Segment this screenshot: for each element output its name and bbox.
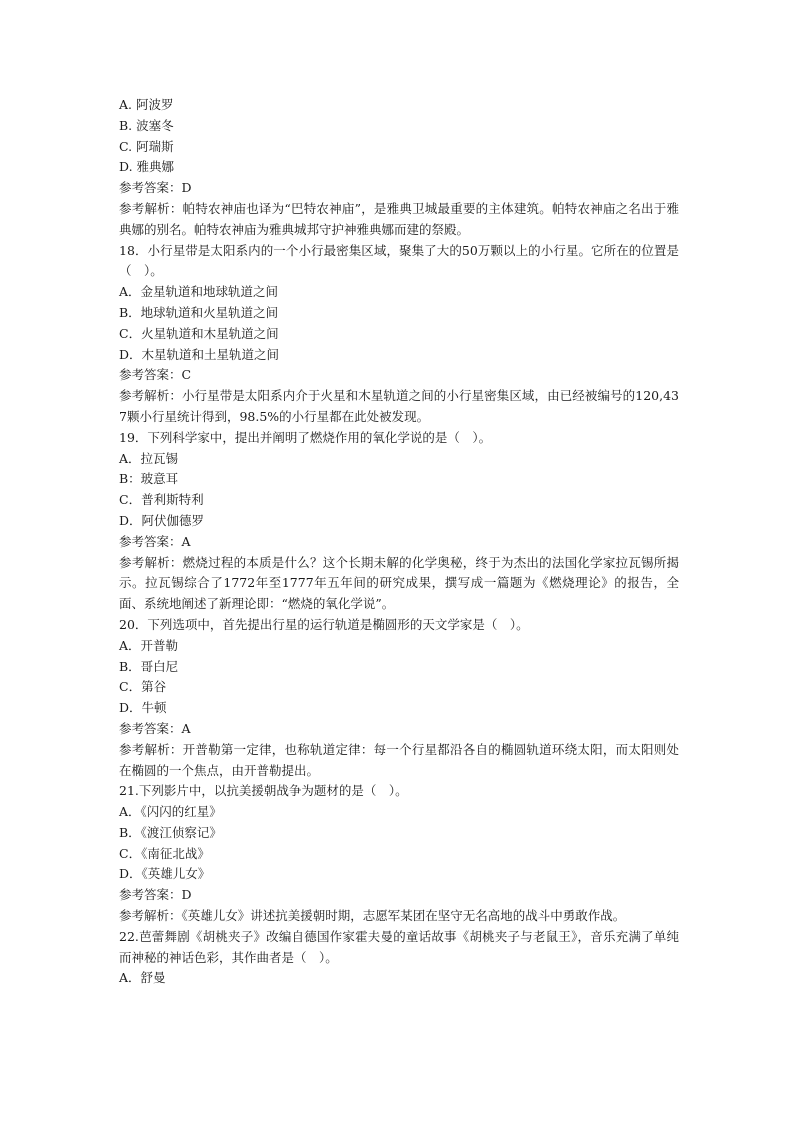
q21-analysis: 参考解析：《英雄儿女》讲述抗美援朝时期，志愿军某团在坚守无名高地的战斗中勇敢作战。 bbox=[119, 908, 626, 924]
q21-option-d: D．《英雄儿女》 bbox=[119, 866, 211, 882]
q19-option-c: C．普利斯特利 bbox=[119, 492, 204, 508]
document-page bbox=[119, 95, 679, 989]
q18-option-b: B．地球轨道和火星轨道之间 bbox=[119, 304, 279, 320]
q19-answer: 参考答案：A bbox=[119, 533, 191, 549]
q20-option-c: C．第谷 bbox=[119, 679, 167, 695]
q21-option-a: A．《闪闪的红星》 bbox=[119, 804, 222, 820]
q21-stem: 21.下列影片中，以抗美援朝战争为题材的是（ ）。 bbox=[119, 783, 408, 799]
q17-option-a: A. 阿波罗 bbox=[119, 97, 174, 112]
q20-option-a: A．开普勒 bbox=[119, 637, 179, 653]
q20-answer: 参考答案：A bbox=[119, 720, 191, 736]
q20-stem: 20．下列选项中，首先提出行星的运行轨道是椭圆形的天文学家是（ ）。 bbox=[119, 616, 529, 632]
q18-option-d: D．木星轨道和土星轨道之间 bbox=[119, 346, 280, 362]
q19-option-a: A．拉瓦锡 bbox=[119, 450, 179, 466]
q17-answer: 参考答案：D bbox=[119, 180, 192, 196]
q20-analysis: 参考解析：开普勒第一定律，也称轨道定律：每一个行星都沿各自的椭圆轨道环绕太阳，而太阳则处在椭圆的一个焦点，由开普勒提出。 bbox=[119, 741, 679, 778]
q18-option-c: C．火星轨道和木星轨道之间 bbox=[119, 325, 279, 341]
q21-option-b: B．《渡江侦察记》 bbox=[119, 824, 222, 840]
q17-analysis: 参考解析：帕特农神庙也译为“巴特农神庙”，是雅典卫城最重要的主体建筑。帕特农神庙之名出于雅典娜的别名。帕特农神庙为雅典城邦守护神雅典娜而建的祭殿。 bbox=[119, 200, 679, 237]
q20-option-d: D．牛顿 bbox=[119, 700, 167, 716]
q18-analysis: 参考解析：小行星带是太阳系内介于火星和木星轨道之间的小行星密集区域，由已经被编号的120,437颗小行星统计得到，98.5%的小行星都在此处被发现。 bbox=[119, 388, 679, 424]
q18-answer: 参考答案：C bbox=[119, 367, 192, 383]
q22-option-a: A．舒曼 bbox=[119, 970, 166, 986]
q21-option-c: C．《南征北战》 bbox=[119, 845, 210, 861]
q17-option-d: D. 雅典娜 bbox=[119, 159, 175, 175]
q22-stem: 22.芭蕾舞剧《胡桃夹子》改编自德国作家霍夫曼的童话故事《胡桃夹子与老鼠王》，音乐充满了单纯而神秘的神话色彩，其作曲者是（ ）。 bbox=[119, 928, 679, 965]
q18-stem: 18．小行星带是太阳系内的一个小行最密集区域，聚集了大的50万颗以上的小行星。它所在的位置是（ ）。 bbox=[119, 242, 679, 279]
q21-answer: 参考答案：D bbox=[119, 887, 192, 903]
q18-option-a: A．金星轨道和地球轨道之间 bbox=[119, 284, 279, 300]
q17-option-c: C. 阿瑞斯 bbox=[119, 138, 174, 154]
q19-stem: 19．下列科学家中，提出并阐明了燃烧作用的氧化学说的是（ ）。 bbox=[119, 429, 492, 445]
q19-option-d: D．阿伏伽德罗 bbox=[119, 512, 205, 528]
q17-option-b: B. 波塞冬 bbox=[119, 117, 174, 133]
q20-option-b: B．哥白尼 bbox=[119, 658, 179, 674]
q19-option-b: B：玻意耳 bbox=[119, 471, 179, 487]
q19-analysis: 参考解析：燃烧过程的本质是什么？这个长期未解的化学奥秘，终于为杰出的法国化学家拉瓦锡所揭示。拉瓦锡综合了1772年至1777年五年间的研究成果，撰写成一篇题为《燃烧理论》的报告，全面、系统地阐述了新理论即：“燃烧的氧化学说”。 bbox=[119, 554, 679, 612]
